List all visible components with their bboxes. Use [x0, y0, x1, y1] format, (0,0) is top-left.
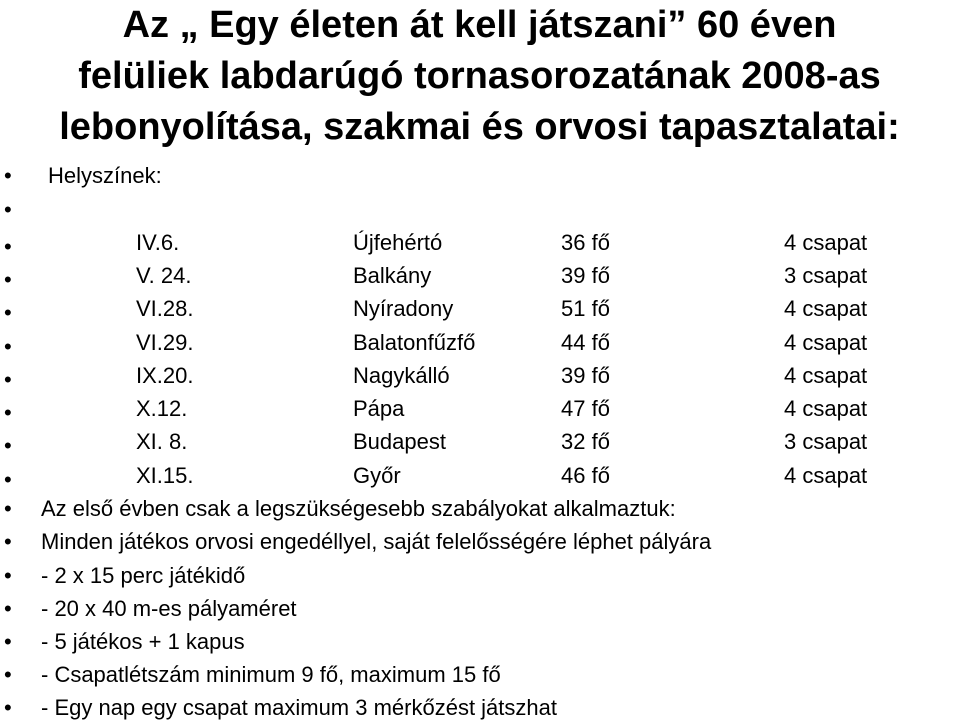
- location-place: Pápa: [353, 396, 405, 421]
- location-row: [0, 397, 959, 430]
- bullet: •: [4, 367, 12, 392]
- location-place: Budapest: [353, 429, 446, 454]
- bullet: •: [4, 596, 12, 621]
- location-teams: 4 csapat: [784, 296, 868, 321]
- location-count: 44 fő: [561, 330, 610, 355]
- location-teams: 3 csapat: [784, 263, 868, 288]
- location-row: [0, 331, 959, 364]
- title-line-2: felüliek labdarúgó tornasorozatának 2008-as: [78, 55, 881, 97]
- location-count: 47 fő: [561, 396, 610, 421]
- location-date: IX.20.: [136, 363, 194, 388]
- location-place: Nagykálló: [353, 363, 450, 388]
- location-teams: 4 csapat: [784, 463, 868, 488]
- bullet: •: [4, 563, 12, 588]
- location-row: [0, 430, 959, 463]
- rule-text: Az első évben csak a legszükségesebb szabályokat alkalmaztuk:: [41, 496, 676, 521]
- rule-text: - 20 x 40 m-es pályaméret: [41, 596, 297, 621]
- bullet: •: [4, 467, 12, 492]
- location-count: 36 fő: [561, 230, 610, 255]
- location-date: VI.29.: [136, 330, 194, 355]
- locations-label: Helyszínek:: [48, 163, 162, 188]
- location-teams: 4 csapat: [784, 230, 868, 255]
- location-place: Újfehértó: [353, 230, 443, 255]
- rule-text: - Csapatlétszám minimum 9 fő, maximum 15 fő: [41, 662, 501, 687]
- bullet: •: [4, 496, 12, 521]
- bullet: •: [4, 234, 12, 259]
- location-place: Balatonfűzfő: [353, 330, 476, 355]
- location-place: Győr: [353, 463, 401, 488]
- location-count: 32 fő: [561, 429, 610, 454]
- bullet: •: [4, 267, 12, 292]
- bullet: •: [4, 334, 12, 359]
- location-row: [0, 231, 959, 264]
- title-line-1: Az „ Egy életen át kell játszani” 60 éven: [122, 4, 837, 46]
- bullet: •: [4, 400, 12, 425]
- bullet: •: [4, 197, 12, 222]
- bullet: •: [4, 433, 12, 458]
- location-date: X.12.: [136, 396, 188, 421]
- location-count: 51 fő: [561, 296, 610, 321]
- location-count: 39 fő: [561, 363, 610, 388]
- location-date: VI.28.: [136, 296, 194, 321]
- rule-text: Minden játékos orvosi engedéllyel, saját felelősségére léphet pályára: [41, 529, 712, 554]
- location-teams: 3 csapat: [784, 429, 868, 454]
- rule-text: - 5 játékos + 1 kapus: [41, 629, 245, 654]
- location-row: [0, 264, 959, 297]
- location-count: 46 fő: [561, 463, 610, 488]
- bullet: •: [4, 529, 12, 554]
- bullet: •: [4, 163, 12, 188]
- location-teams: 4 csapat: [784, 396, 868, 421]
- location-row: [0, 464, 959, 497]
- bullet: •: [4, 695, 12, 720]
- location-row: [0, 364, 959, 397]
- location-count: 39 fő: [561, 263, 610, 288]
- title-line-3: lebonyolítása, szakmai és orvosi tapasztalatai:: [59, 106, 900, 148]
- location-date: V. 24.: [136, 263, 192, 288]
- page-title: [0, 0, 959, 153]
- bullet: •: [4, 629, 12, 654]
- bullet: •: [4, 300, 12, 325]
- location-teams: 4 csapat: [784, 363, 868, 388]
- rule-text: - Egy nap egy csapat maximum 3 mérkőzést játszhat: [41, 695, 557, 720]
- location-place: Nyíradony: [353, 296, 454, 321]
- location-teams: 4 csapat: [784, 330, 868, 355]
- bullet: •: [4, 662, 12, 687]
- location-row: [0, 297, 959, 330]
- location-date: IV.6.: [136, 230, 180, 255]
- location-date: XI. 8.: [136, 429, 188, 454]
- location-date: XI.15.: [136, 463, 194, 488]
- rule-text: - 2 x 15 perc játékidő: [41, 563, 246, 588]
- location-place: Balkány: [353, 263, 432, 288]
